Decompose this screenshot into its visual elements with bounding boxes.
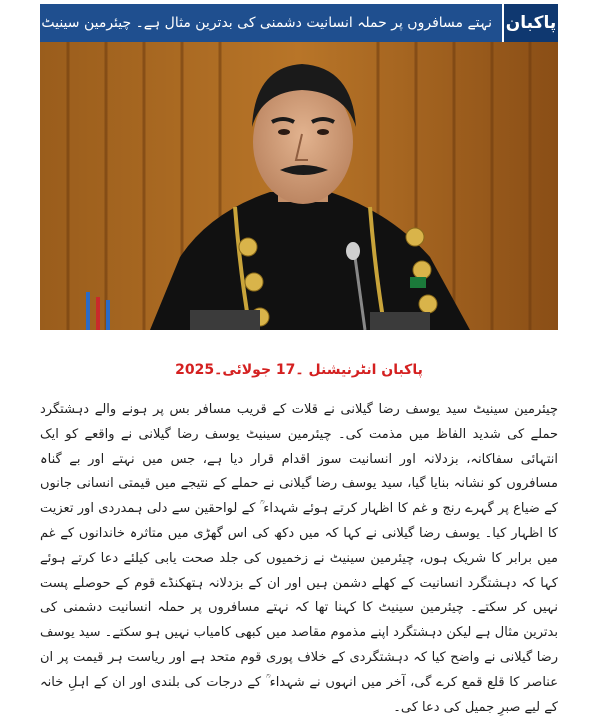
photo-illustration [40,42,558,330]
headline: نہتے مسافروں پر حملہ انسانیت دشمنی کی بدترین مثال ہے۔ چیئرمین سینیٹ [41,15,492,31]
dateline: پاکبان انٹرنیشنل ۔17 جولائی۔2025 [175,362,423,378]
header-bar [40,4,558,42]
brand-logo[interactable]: پاکبان [502,4,558,42]
article-photo [40,42,558,330]
article-body: چیئرمین سینیٹ سید یوسف رضا گیلانی نے قلات کے قریب مسافر بس پر ہونے والے دہشتگرد حملے کی شدید الفاظ میں مذمت کی۔ چیئرمین سینیٹ یوسف رضا گیلانی نے واقعے کو ایک انتہائی سفاکانہ، بزدلانہ اور انسانیت سوز اقدام قرار دیا ہے، جس میں نہتے اور بے گناہ مسافروں کو نشانہ بنایا گیا، سید یوسف رضا گیلانی نے حملے کے نتیجے میں قیمتی انسانی جانوں کے ضیاع پر گہرے رنج و غم کا اظہار کرتے ہوئے شہداء ؒ کے لواحقین سے دلی ہمدردی اور تعزیت کا اظہار کیا۔ یوسف رضا گیلانی نے کہا کہ میں دکھ کی اس گھڑی میں متاثرہ خاندانوں کے غم میں برابر کا شریک ہوں، چیئرمین سینیٹ نے زخمیوں کی جلد صحت یابی کیلئے دعا کرتے ہوئے کہا کہ دہشتگرد انسانیت کے کھلے دشمن ہیں اور ان کے بزدلانہ ہتھکنڈے قوم کے حوصلے پست نہیں کر سکتے۔ چیئرمین سینیٹ کا کہنا تھا کہ نہتے مسافروں پر حملہ انسانیت دشمنی کی بدترین مثال ہے لیکن دہشتگرد اپنے مذموم مقاصد میں کبھی کامیاب نہیں ہو سکتے۔ سید یوسف رضا گیلانی نے واضح کیا کہ دہشتگردی کے خلاف پوری قوم متحد ہے اور ریاست ہر قیمت پر ان عناصر کا قلع قمع کرے گی، آخر میں انہوں نے شہداء ؒ کے درجات کی بلندی اور ان کے اہلِ خانہ کے لیے صبرِ جمیل کی دعا کی۔ [40,402,558,715]
